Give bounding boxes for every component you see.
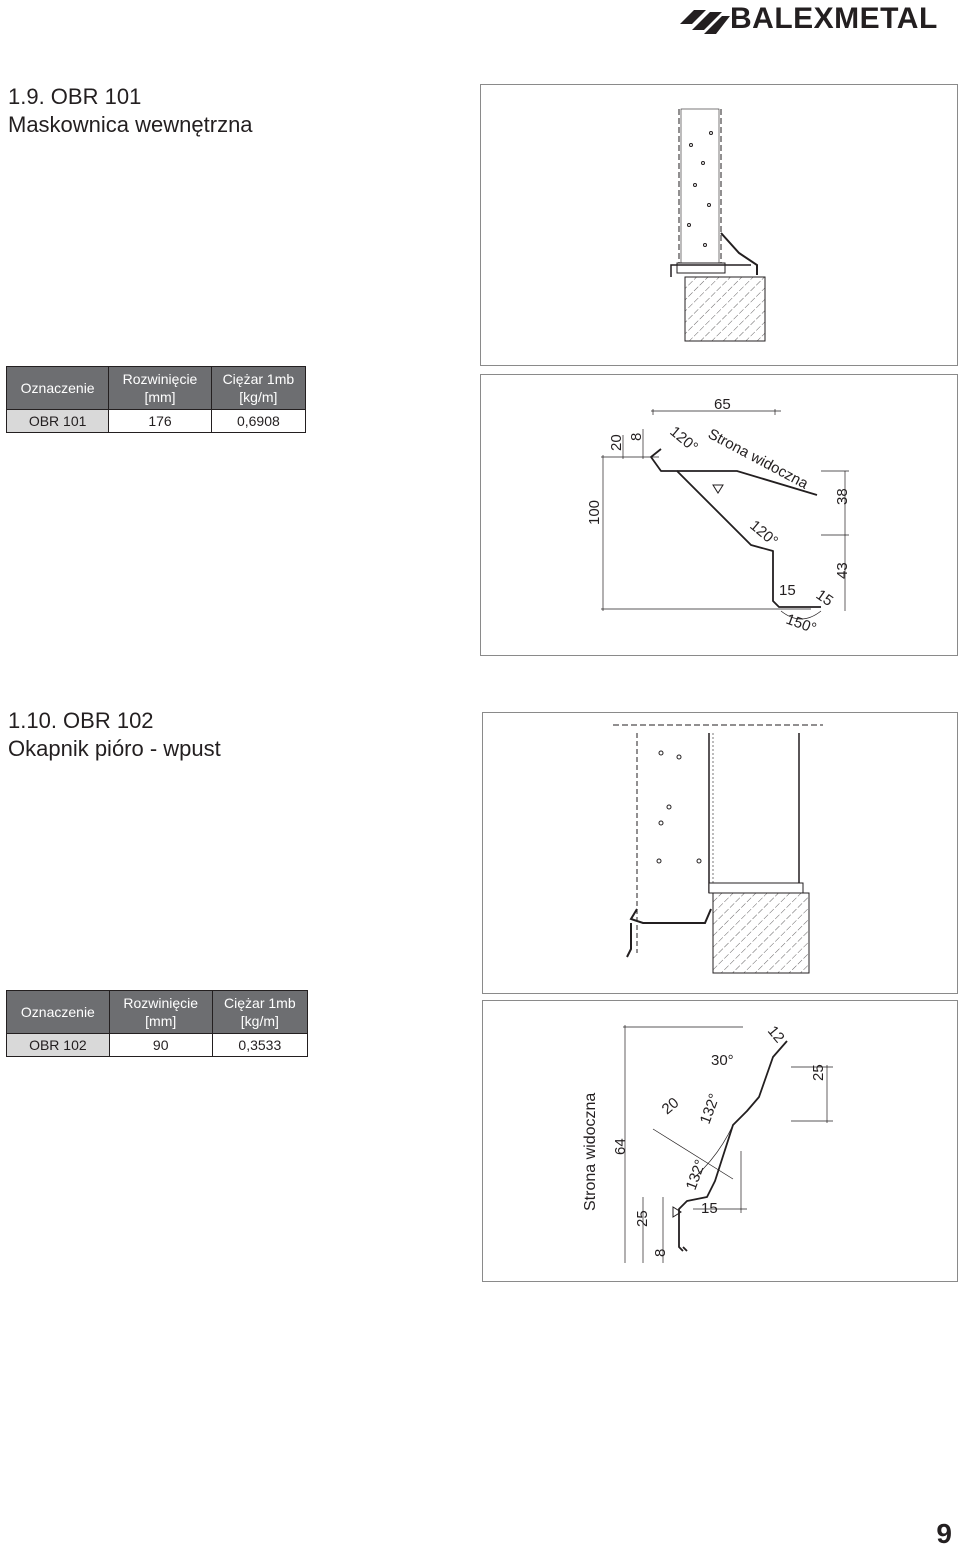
dim-8: 8 xyxy=(628,432,645,441)
spec-table-obr101 xyxy=(6,366,306,433)
dim-height-total: 100 xyxy=(586,499,603,525)
section-number: 1.10. OBR 102 xyxy=(8,708,154,733)
profile-drawing-obr101 xyxy=(480,374,958,656)
dim-25b: 25 xyxy=(810,1064,827,1081)
profile-graphic-obr101 xyxy=(481,375,957,655)
dim-top-width: 65 xyxy=(714,396,731,413)
installation-detail-graphic xyxy=(483,713,957,993)
stripes-logo-icon xyxy=(676,2,730,36)
spec-table-obr102 xyxy=(6,990,308,1057)
brand-name: BALEXMETAL xyxy=(730,2,938,35)
installation-drawing-obr102 xyxy=(482,712,958,994)
angle-top: 120° xyxy=(666,423,702,457)
cell-weight: 0,6908 xyxy=(211,410,305,433)
angle-132b: 132° xyxy=(682,1157,710,1193)
dim-20: 20 xyxy=(658,1094,683,1119)
balexmetal-logo xyxy=(676,2,960,36)
cell-designation: OBR 102 xyxy=(7,1034,110,1057)
cell-development: 90 xyxy=(109,1034,212,1057)
cell-development: 176 xyxy=(109,410,211,433)
header-development: Rozwinięcie [mm] xyxy=(109,991,212,1034)
installation-drawing-obr101 xyxy=(480,84,958,366)
page-number: 9 xyxy=(936,1518,952,1549)
dim-20: 20 xyxy=(608,434,625,451)
dim-15b: 15 xyxy=(812,586,837,610)
dim-12: 12 xyxy=(763,1022,788,1047)
header-weight: Ciężar 1mb [kg/m] xyxy=(211,367,305,410)
installation-detail-graphic xyxy=(481,85,957,365)
header-weight: Ciężar 1mb [kg/m] xyxy=(212,991,307,1034)
cell-designation: OBR 101 xyxy=(7,410,109,433)
header-development: Rozwinięcie [mm] xyxy=(109,367,211,410)
dim-15: 15 xyxy=(701,1200,718,1217)
table-row xyxy=(7,1034,308,1057)
dim-64: 64 xyxy=(612,1138,629,1155)
profile-graphic-obr102 xyxy=(483,1001,957,1281)
section-number: 1.9. OBR 101 xyxy=(8,84,142,109)
table-row xyxy=(7,410,306,433)
section-subtitle: Maskownica wewnętrzna xyxy=(8,112,253,137)
angle-30: 30° xyxy=(711,1052,734,1069)
angle-bottom: 150° xyxy=(783,610,819,638)
visible-side-label: Strona widoczna xyxy=(582,1092,599,1211)
angle-mid: 120° xyxy=(746,517,782,551)
angle-132a: 132° xyxy=(696,1091,724,1127)
profile-drawing-obr102 xyxy=(482,1000,958,1282)
dim-25a: 25 xyxy=(634,1210,651,1227)
section-subtitle: Okapnik pióro - wpust xyxy=(8,736,221,761)
visible-side-label: Strona widoczna xyxy=(705,425,812,493)
dim-15a: 15 xyxy=(779,582,796,599)
cell-weight: 0,3533 xyxy=(212,1034,307,1057)
dim-38: 38 xyxy=(834,488,851,505)
header-designation: Oznaczenie xyxy=(7,367,109,410)
dim-43: 43 xyxy=(834,562,851,579)
dim-8: 8 xyxy=(652,1248,669,1257)
header-designation: Oznaczenie xyxy=(7,991,110,1034)
